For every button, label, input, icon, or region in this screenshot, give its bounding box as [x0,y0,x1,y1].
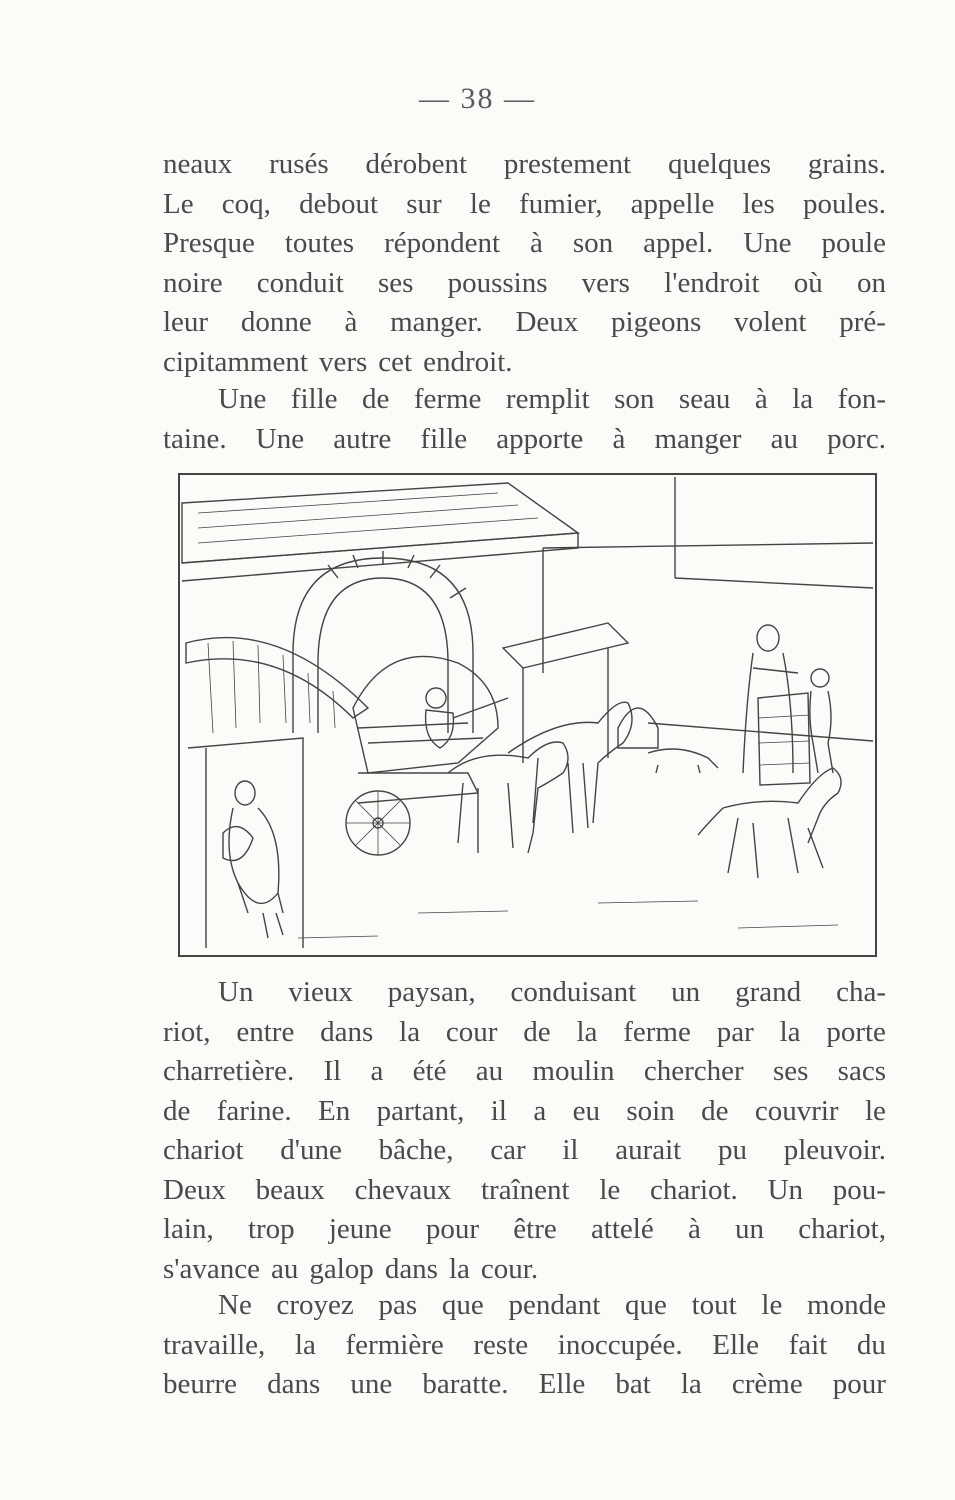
word: s'avance [163,1252,260,1285]
word: pigeons [611,306,702,338]
word: taine. [163,422,227,455]
word: En [318,1094,351,1127]
word: partant, [376,1094,465,1127]
word: où [793,266,823,299]
farmyard-illustration [178,473,877,957]
word: monde [807,1289,886,1321]
word: le [599,1173,621,1206]
word: conduit [256,266,344,299]
text-line [163,1326,886,1366]
word: Deux [163,1173,226,1206]
word: la [680,1368,702,1400]
word: beaux [255,1173,325,1206]
word: attelé [590,1213,654,1245]
word: au [475,1055,504,1087]
word: prestement [503,148,632,180]
word: la [294,1328,316,1361]
word: le [864,1094,886,1127]
text-line [163,303,886,343]
word: au [770,422,798,455]
word: à [754,383,768,415]
word: chercher [643,1055,744,1087]
word: entre [236,1015,295,1048]
word: fait [788,1328,828,1361]
word: d'une [280,1134,342,1166]
word: crème [731,1368,803,1400]
word: inoccupée. [557,1328,683,1361]
word: la [448,1252,470,1285]
word: poule [821,227,886,259]
word: apporte [496,422,584,455]
word: pré- [839,306,886,338]
word: le [469,187,491,220]
word: à [687,1213,701,1245]
word: fumier, [519,187,603,220]
word: pou- [832,1173,886,1206]
word: ferme [623,1015,691,1048]
word: sur [406,187,442,220]
word: farine. [216,1094,292,1127]
word: sacs [837,1055,886,1087]
word: neaux [163,148,233,180]
word: Il [323,1055,342,1087]
word: appel. [643,227,714,259]
word: chariot. [650,1173,738,1206]
word: porc. [827,422,886,455]
word: du [856,1328,886,1361]
word: endroit. [423,345,513,378]
word: son [614,383,655,415]
word: au [271,1252,299,1285]
word: croyez [276,1289,354,1321]
text-line [163,224,886,264]
word: soin [626,1094,675,1127]
word: la [779,1015,801,1048]
word: cour [445,1015,498,1048]
word: charretière. [163,1055,295,1087]
word: à [612,422,626,455]
word: de [163,1094,191,1127]
word: manger. [390,306,483,338]
word: à [530,227,543,259]
word: le [761,1289,783,1321]
word: pleuvoir. [783,1134,886,1166]
word: paysan, [387,976,476,1008]
word: dérobent [365,148,468,180]
word: par [716,1015,754,1048]
text-line [163,1250,886,1290]
word: autre [333,422,392,455]
word: un [735,1213,765,1245]
word: Presque [163,227,255,259]
word: cet [378,345,413,378]
word: été [412,1055,447,1087]
paragraph [163,973,886,1289]
word: son [572,227,614,259]
word: eu [572,1094,600,1127]
word: travaille, [163,1328,266,1361]
word: grains. [807,148,886,180]
word: coq, [221,187,271,220]
paragraph [163,380,886,459]
text-line [163,1171,886,1211]
word: Un [767,1173,804,1206]
word: à [344,306,358,338]
text-line [163,973,886,1013]
text-line [163,1013,886,1053]
paragraph [163,1286,886,1405]
word: pour [832,1368,886,1400]
word: aurait [615,1134,682,1166]
word: ses [377,266,414,299]
word: car [490,1134,526,1166]
word: volent [734,306,807,338]
word: poules. [803,187,886,220]
text-line [163,145,886,185]
word: de [701,1094,729,1127]
word: trop [247,1213,295,1245]
word: noire [163,266,223,299]
word: galop [309,1252,374,1285]
word: Le [163,187,194,220]
word: porte [826,1015,886,1048]
word: beurre [163,1368,238,1400]
word: debout [299,187,379,220]
word: la [399,1015,421,1048]
word: rusés [269,148,329,180]
word: traînent [481,1173,570,1206]
word: pendant [508,1289,601,1321]
word: seau [678,383,731,415]
text-line [163,1365,886,1405]
word: l'endroit [664,266,760,299]
word: ferme [413,383,482,415]
text-line [163,1210,886,1250]
word: la [792,383,814,415]
word: donne [240,306,312,338]
word: grand [735,976,802,1008]
word: cipitamment [163,345,308,378]
word: Elle [538,1368,586,1400]
word: fermière [345,1328,444,1361]
word: bâche, [378,1134,454,1166]
word: dans [267,1368,321,1400]
word: un [671,976,701,1008]
word: chevaux [354,1173,452,1206]
word: les [742,187,775,220]
word: poussins [447,266,548,299]
word: cha- [836,976,886,1008]
word: répondent [384,227,501,259]
word: chariot [163,1134,244,1166]
word: pu [717,1134,747,1166]
word: pour [425,1213,480,1245]
word: a [533,1094,547,1127]
text-line [163,1286,886,1326]
word: cour. [480,1252,539,1285]
word: chariot, [798,1213,886,1245]
word: fon- [837,383,886,415]
word: quelques [667,148,772,180]
page-number: — 38 — [419,82,536,115]
text-line [163,185,886,225]
word: manger [654,422,742,455]
word: jeune [328,1213,392,1245]
word: bat [615,1368,651,1400]
word: baratte. [422,1368,509,1400]
word: a [370,1055,384,1087]
word: de [523,1015,551,1048]
word: vers [581,266,630,299]
word: Une [255,422,305,455]
word: que [441,1289,484,1321]
word: moulin [532,1055,615,1087]
word: appelle [630,187,715,220]
word: Elle [712,1328,759,1361]
text-line [163,420,886,460]
text-line [163,264,886,304]
word: dans [320,1015,374,1048]
word: dans [384,1252,438,1285]
word: leur [163,306,209,338]
word: Un [218,976,254,1008]
word: Deux [515,306,579,338]
word: ses [772,1055,809,1087]
word: une [350,1368,393,1400]
word: il [490,1094,507,1127]
text-line [163,1131,886,1171]
word: fille [420,422,468,455]
word: de [361,383,390,415]
word: tout [691,1289,737,1321]
word: vieux [288,976,353,1008]
word: toutes [284,227,355,259]
word: on [856,266,886,299]
word: conduisant [510,976,637,1008]
word: que [624,1289,667,1321]
word: Une [743,227,792,259]
paragraph [163,145,886,382]
word: riot, [163,1015,211,1048]
word: Ne [218,1289,252,1321]
word: pas [378,1289,418,1321]
word: être [513,1213,557,1245]
word: il [562,1134,579,1166]
word: vers [318,345,368,378]
word: fille [290,383,338,415]
text-line [163,1092,886,1132]
word: couvrir [754,1094,839,1127]
word: la [576,1015,598,1048]
text-line [163,343,886,383]
word: reste [473,1328,529,1361]
text-line [163,1052,886,1092]
word: Une [218,383,267,415]
word: remplit [505,383,590,415]
word: lain, [163,1213,214,1245]
text-line [163,380,886,420]
